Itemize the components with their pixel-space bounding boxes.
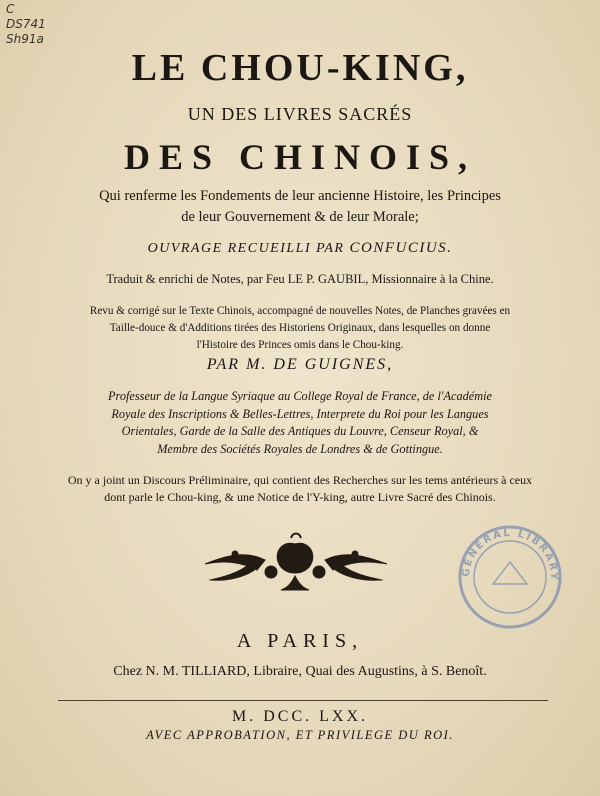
title-chinois: DES CHINOIS, (123, 137, 477, 177)
library-stamp-icon (455, 522, 565, 632)
shelfmark-line-2: DS741 (6, 17, 46, 31)
imprint-divider (58, 700, 548, 701)
shelfmark-annotation (6, 2, 46, 47)
author-title-line: Membre des Sociétés Royales de Londres & de Gottingue. (157, 441, 443, 456)
confucius-name: CONFUCIUS. (349, 240, 453, 256)
author-titles (0, 388, 600, 458)
translator-line: Traduit & enrichi de Notes, par Feu LE P. GAUBIL, Missionnaire à la Chine. (106, 272, 494, 286)
imprint-date: M. DCC. LXX. (231, 708, 368, 725)
main-title: LE CHOU-KING, (131, 47, 469, 89)
title-subline: UN DES LIVRES SACRÉS (187, 104, 413, 124)
subtitle-line-1: Qui renferme les Fondements de leur ancienne Histoire, les Principes (99, 188, 501, 204)
appendix-line: On y a joint un Discours Préliminaire, qui contient des Recherches sur les tems antérieurs à ceux (67, 473, 533, 487)
ouvrage-prefix: OUVRAGE RECUEILLI PAR (147, 241, 345, 256)
shelfmark-line-3: Sh91a (6, 32, 44, 46)
imprint-privilege: AVEC APPROBATION, ET PRIVILEGE DU ROI. (146, 728, 454, 742)
author-title-line: Royale des Inscriptions & Belles-Lettres, Interprete du Roi pour les Langues (111, 406, 489, 421)
revision-line: Taille-douce & d'Additions tirées des Historiens Originaux, dans lesquelles on donne (109, 322, 491, 334)
author-title-line: Orientales, Garde de la Salle des Antiques du Louvre, Censeur Royal, & (121, 424, 479, 438)
author-line: PAR M. DE GUIGNES, (206, 356, 394, 373)
imprint-city: A PARIS, (236, 630, 364, 652)
appendix-line: dont parle le Chou-king, & une Notice de l'Y-king, autre Livre Sacré des Chinois. (104, 490, 496, 504)
revision-line: Revu & corrigé sur le Texte Chinois, accompagné de nouvelles Notes, de Planches gravées en (89, 305, 511, 317)
subtitle-line-2: de leur Gouvernement & de leur Morale; (181, 209, 419, 225)
shelfmark-line-1: C (6, 2, 15, 16)
imprint-publisher: Chez N. M. TILLIARD, Libraire, Quai des Augustins, à S. Benoît. (113, 664, 487, 679)
stamp-text: GENERAL LIBRARY (460, 527, 560, 582)
appendix-paragraph (0, 472, 600, 506)
svg-text:GENERAL LIBRARY (461, 528, 559, 582)
floral-ornament-icon (195, 530, 395, 594)
revision-paragraph (0, 303, 600, 354)
revision-line: l'Histoire des Princes omis dans le Chou-king. (196, 339, 404, 351)
author-title-line: Professeur de la Langue Syriaque au College Royal de France, de l'Académie (108, 389, 492, 403)
ouvrage-line (0, 240, 600, 257)
